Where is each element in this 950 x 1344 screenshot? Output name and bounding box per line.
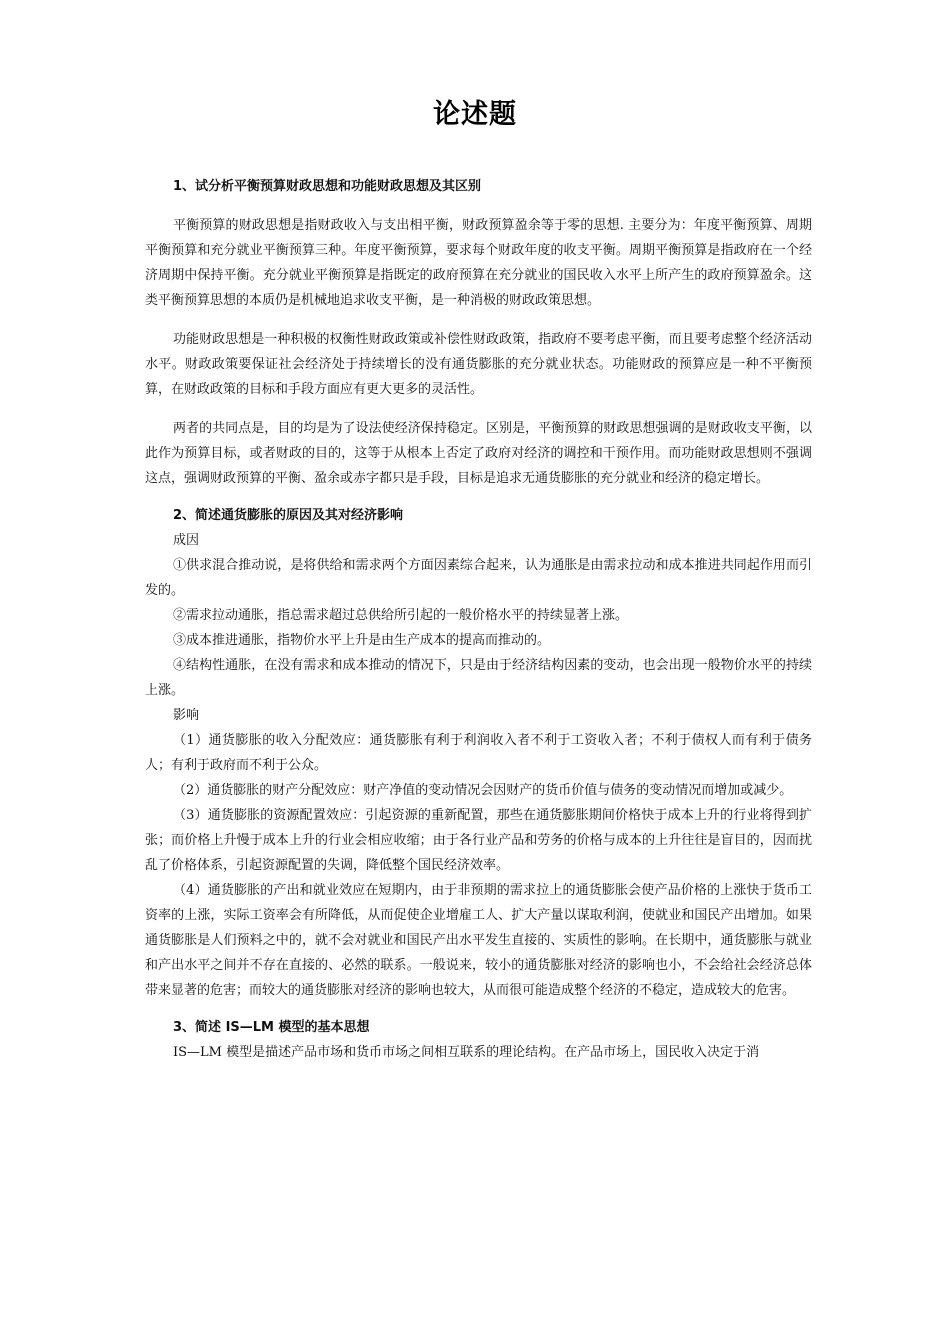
- document-body: [145, 174, 812, 1065]
- paragraph: 平衡预算的财政思想是指财政收入与支出相平衡，财政预算盈余等于零的思想. 主要分为：年度平衡预算、周期平衡预算和充分就业平衡预算三种。年度平衡预算，要求每个财政年度的收支平衡。周期平衡预算是指政府在一个经济周期中保持平衡。充分就业平衡预算是指既定的政府预算在充分就业的国民收入水平上所产生的政府预算盈余。这类平衡预算思想的本质仍是机械地追求收支平衡，是一种消极的财政政策思想。: [145, 218, 812, 308]
- paragraph: 两者的共同点是，目的均是为了设法使经济保持稳定。区别是，平衡预算的财政思想强调的是财政收支平衡，以此作为预算目标，或者财政的目的，这等于从根本上否定了政府对经济的调控和干预作用。而功能财政思想则不强调这点，强调财政预算的平衡、盈余或赤字都只是手段，目标是追求无通货膨胀的充分就业和经济的稳定增长。: [145, 421, 812, 486]
- section-heading: 2、简述通货膨胀的原因及其对经济影响: [173, 508, 404, 523]
- list-item: ②需求拉动通胀，指总需求超过总供给所引起的一般价格水平的持续显著上涨。: [173, 608, 629, 623]
- section-heading: 3、简述 IS—LM 模型的基本思想: [173, 1020, 370, 1035]
- list-item: （3）通货膨胀的资源配置效应：引起资源的重新配置，那些在通货膨胀期间价格快于成本上升的行业将得到扩张；而价格上升慢于成本上升的行业会相应收缩；由于各行业产品和劳务的价格与成本的上升往往是盲目的，因而扰乱了价格体系，引起资源配置的失调，降低整个国民经济效率。: [145, 808, 812, 873]
- paragraph: 功能财政思想是一种积极的权衡性财政政策或补偿性财政政策，指政府不要考虑平衡，而且要考虑整个经济活动水平。财政政策要保证社会经济处于持续增长的没有通货膨胀的充分就业状态。功能财政的预算应是一种不平衡预算，在财政政策的目标和手段方面应有更大更多的灵活性。: [145, 332, 812, 397]
- page-title: 论述题: [433, 99, 517, 130]
- list-item: ①供求混合推动说，是将供给和需求两个方面因素综合起来，认为通胀是由需求拉动和成本推进共同起作用而引发的。: [145, 558, 812, 598]
- subsection-label: 影响: [173, 708, 200, 723]
- section-heading: 1、试分析平衡预算财政思想和功能财政思想及其区别: [173, 179, 482, 194]
- list-item: （2）通货膨胀的财产分配效应：财产净值的变动情况会因财产的货币价值与债务的变动情况而增加或减少。: [173, 783, 793, 798]
- paragraph: IS—LM 模型是描述产品市场和货币市场之间相互联系的理论结构。在产品市场上，国民收入决定于消: [173, 1045, 760, 1060]
- list-item: （1）通货膨胀的收入分配效应：通货膨胀有利于利润收入者不利于工资收入者；不利于债权人而有利于债务人；有利于政府而不利于公众。: [145, 733, 812, 773]
- list-item: （4）通货膨胀的产出和就业效应在短期内，由于非预期的需求拉上的通货膨胀会使产品价格的上涨快于货币工资率的上涨，实际工资率会有所降低，从而促使企业增雇工人、扩大产量以谋取利润，使就业和国民产出增加。如果通货膨胀是人们预料之中的，就不会对就业和国民产出水平发生直接的、实质性的影响。在长期中，通货膨胀与就业和产出水平之间并不存在直接的、必然的联系。一般说来，较小的通货膨胀对经济的影响也小，不会给社会经济总体带来显著的危害；而较大的通货膨胀对经济的影响也较大，从而很可能造成整个经济的不稳定，造成较大的危害。: [145, 883, 812, 998]
- list-item: ③成本推进通胀，指物价水平上升是由生产成本的提高而推动的。: [173, 633, 551, 648]
- list-item: ④结构性通胀，在没有需求和成本推动的情况下，只是由于经济结构因素的变动，也会出现一般物价水平的持续上涨。: [145, 658, 812, 698]
- subsection-label: 成因: [173, 533, 200, 548]
